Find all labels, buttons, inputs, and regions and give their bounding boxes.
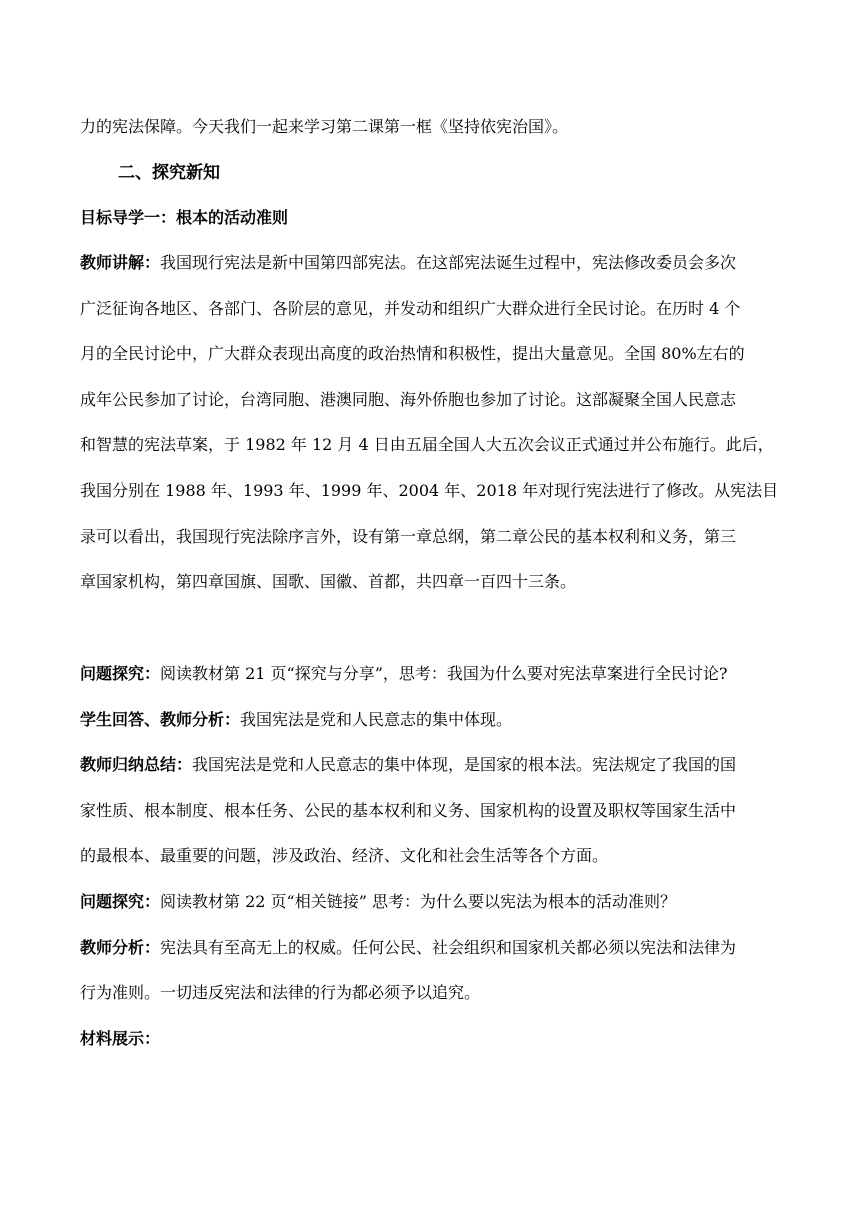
question-one-label: 问题探究： xyxy=(80,664,161,683)
paragraph-line: 录可以看出，我国现行宪法除序言外，设有第一章总纲，第二章公民的基本权利和义务，第三 xyxy=(80,527,737,546)
question-two-label: 问题探究： xyxy=(80,892,161,911)
teacher-summary-label: 教师归纳总结： xyxy=(80,755,193,774)
teacher-lecture-line xyxy=(80,252,780,274)
paragraph-line: 月的全民讨论中，广大群众表现出高度的政治热情和积极性，提出大量意见。全国 80%左右的 xyxy=(80,344,745,363)
question-one-text: 阅读教材第 21 页“探究与分享”，思考：我国为什么要对宪法草案进行全民讨论? xyxy=(160,664,728,683)
student-answer-label: 学生回答、教师分析： xyxy=(80,710,241,729)
question-two-text: 阅读教材第 22 页“相关链接” 思考：为什么要以宪法为根本的活动准则？ xyxy=(160,892,676,911)
paragraph-line: 广泛征询各地区、各部门、各阶层的意见，并发动和组织广大群众进行全民讨论。在历时 4 个 xyxy=(80,299,741,318)
paragraph-line: 成年公民参加了讨论，台湾同胞、港澳同胞、海外侨胞也参加了讨论。这部凝聚全国人民意志 xyxy=(80,390,737,409)
student-answer-text: 我国宪法是党和人民意志的集中体现。 xyxy=(240,710,513,729)
section-title: 二、探究新知 xyxy=(118,163,220,183)
paragraph-line: 章国家机构，第四章国旗、国歌、国徽、首都，共四章一百四十三条。 xyxy=(80,572,577,591)
question-one-line xyxy=(80,663,780,685)
teacher-summary-text: 我国宪法是党和人民意志的集中体现，是国家的根本法。宪法规定了我国的国 xyxy=(192,755,737,774)
teacher-lecture-label: 教师讲解： xyxy=(80,253,161,272)
paragraph-line: 和智慧的宪法草案，于 1982 年 12 月 4 日由五届全国人大五次会议正式通过并公布施行。此后， xyxy=(80,435,774,454)
intro-line: 力的宪法保障。今天我们一起来学习第二课第一框《坚持依宪治国》。 xyxy=(80,117,569,136)
teacher-analysis-line xyxy=(80,937,780,959)
material-label: 材料展示： xyxy=(80,1029,161,1048)
paragraph-line: 我国分别在 1988 年、1993 年、1999 年、2004 年、2018 年对现行宪法进行了修改。从宪法目 xyxy=(80,481,779,500)
question-two-line xyxy=(80,891,780,913)
teacher-analysis-text: 宪法具有至高无上的权威。任何公民、社会组织和国家机关都必须以宪法和法律为 xyxy=(160,938,737,957)
paragraph-line: 家性质、根本制度、根本任务、公民的基本权利和义务、国家机构的设置及职权等国家生活中 xyxy=(80,801,737,820)
student-answer-line xyxy=(80,709,780,731)
teacher-lecture-text: 我国现行宪法是新中国第四部宪法。在这部宪法诞生过程中，宪法修改委员会多次 xyxy=(160,253,737,272)
teacher-analysis-label: 教师分析： xyxy=(80,938,161,957)
teacher-summary-line xyxy=(80,754,780,776)
goal-one-heading: 目标导学一：根本的活动准则 xyxy=(80,208,289,227)
paragraph-line: 的最根本、最重要的问题，涉及政治、经济、文化和社会生活等各个方面。 xyxy=(80,846,609,865)
paragraph-line: 行为准则。一切违反宪法和法律的行为都必须予以追究。 xyxy=(80,983,481,1002)
